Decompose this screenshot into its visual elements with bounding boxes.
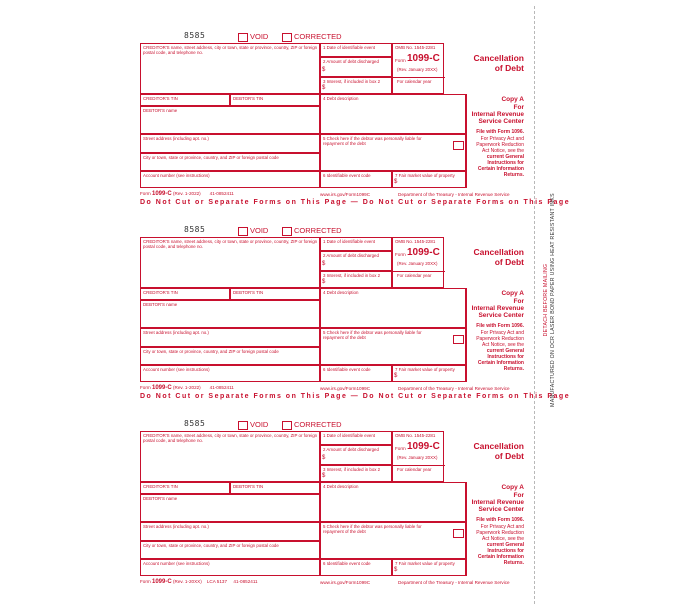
- footer-form-number: 1099-C: [152, 191, 172, 197]
- street-label: Street address (including apt. no.): [143, 330, 209, 335]
- account-number-field[interactable]: [140, 559, 320, 576]
- creditor-label: CREDITOR'S name, street address, city or town, state or province, country, ZIP or foreign postal code, and telephone no.: [143, 239, 318, 249]
- footer-code: 41-0852411: [209, 385, 234, 390]
- privacy-line3: Act Notice, see the: [482, 342, 524, 348]
- form-title-line2: of Debt: [494, 257, 524, 267]
- irs-line2: Service Center: [478, 506, 524, 513]
- copy-a-label: Copy A: [501, 290, 524, 297]
- box7-field[interactable]: [392, 559, 466, 576]
- debtor-tin-field[interactable]: [230, 482, 320, 494]
- form-number: 1099-C: [407, 53, 440, 64]
- privacy-line1: For Privacy Act and: [480, 136, 524, 142]
- creditor-tin-label: CREDITOR'S TIN: [143, 484, 178, 489]
- footer-form-number: 1099-C: [152, 385, 172, 391]
- corrected-checkbox[interactable]: [282, 227, 292, 236]
- street-label: Street address (including apt. no.): [143, 136, 209, 141]
- box7-label: 7 Fair market value of property: [395, 561, 455, 566]
- footer-url: www.irs.gov/Form1099C: [320, 580, 371, 585]
- privacy-line4: current General: [486, 154, 524, 160]
- form-id-box: [392, 237, 444, 288]
- dollar-sign: $: [322, 473, 326, 479]
- privacy-line5: Instructions for: [487, 160, 524, 166]
- box6-label: 6 Identifiable event code: [323, 367, 371, 372]
- box1-label: 1 Date of identifiable event: [323, 433, 375, 438]
- form-title-line1: Cancellation: [473, 53, 524, 63]
- calendar-year-label: For calendar year: [397, 467, 432, 472]
- debtor-tin-label: DEBTOR'S TIN: [233, 96, 264, 101]
- for-label: For: [513, 492, 524, 499]
- box4-field[interactable]: [320, 482, 466, 522]
- creditor-info-field[interactable]: [140, 431, 320, 482]
- calendar-year-label: For calendar year: [397, 273, 432, 278]
- void-checkbox[interactable]: [238, 227, 248, 236]
- account-number-field[interactable]: [140, 365, 320, 382]
- box6-field[interactable]: [320, 171, 392, 188]
- form-word: Form: [395, 58, 406, 63]
- debtor-tin-label: DEBTOR'S TIN: [233, 290, 264, 295]
- debtor-tin-label: DEBTOR'S TIN: [233, 484, 264, 489]
- account-label: Account number (see instructions): [143, 561, 210, 566]
- box7-label: 7 Fair market value of property: [395, 173, 455, 178]
- form-1099c-3: [140, 420, 528, 610]
- form-title-line2: of Debt: [494, 63, 524, 73]
- privacy-line3: Act Notice, see the: [482, 536, 524, 542]
- privacy-line6: Certain Information: [477, 360, 524, 366]
- creditor-info-field[interactable]: [140, 237, 320, 288]
- dollar-sign: $: [322, 279, 326, 285]
- creditor-tin-field[interactable]: [140, 482, 230, 494]
- irs-line2: Service Center: [478, 118, 524, 125]
- privacy-line2: Paperwork Reduction: [476, 142, 524, 148]
- creditor-tin-label: CREDITOR'S TIN: [143, 96, 178, 101]
- for-label: For: [513, 104, 524, 111]
- form-code: 8585: [184, 31, 206, 40]
- privacy-line7: Returns.: [503, 366, 524, 372]
- corrected-label: CORRECTED: [294, 32, 342, 41]
- form-id-box: [392, 43, 444, 94]
- debtor-name-field[interactable]: [140, 106, 320, 134]
- form-footer: [140, 191, 234, 197]
- box6-field[interactable]: [320, 559, 392, 576]
- box1-label: 1 Date of identifiable event: [323, 45, 375, 50]
- creditor-tin-label: CREDITOR'S TIN: [143, 290, 178, 295]
- footer-code: 41-0852411: [233, 579, 258, 584]
- box4-field[interactable]: [320, 288, 466, 328]
- irs-line1: Internal Revenue: [471, 305, 524, 312]
- street-label: Street address (including apt. no.): [143, 524, 209, 529]
- privacy-line4: current General: [486, 542, 524, 548]
- calendar-year-label: For calendar year: [397, 79, 432, 84]
- box2-label: 2 Amount of debt discharged: [323, 59, 379, 64]
- footer-revision: (Rev. 1-2022): [172, 191, 201, 196]
- debtor-name-label: DEBTOR'S name: [143, 496, 178, 501]
- creditor-tin-field[interactable]: [140, 288, 230, 300]
- footer-url: www.irs.gov/Form1099C: [320, 386, 371, 391]
- corrected-label: CORRECTED: [294, 226, 342, 235]
- corrected-label: CORRECTED: [294, 420, 342, 429]
- creditor-label: CREDITOR'S name, street address, city or town, state or province, country, ZIP or foreign postal code, and telephone no.: [143, 45, 318, 55]
- box2-field[interactable]: [320, 57, 392, 77]
- cut-notice-2: Do Not Cut or Separate Forms on This Page — Do Not Cut or Separate Forms on This Page: [140, 393, 571, 400]
- account-label: Account number (see instructions): [143, 367, 210, 372]
- privacy-line2: Paperwork Reduction: [476, 336, 524, 342]
- box7-field[interactable]: [392, 171, 466, 188]
- box3-field[interactable]: [320, 271, 392, 288]
- form-word: Form: [395, 252, 406, 257]
- dollar-sign: $: [322, 67, 326, 73]
- box3-field[interactable]: [320, 465, 392, 482]
- box4-label: 4 Debt description: [323, 290, 359, 295]
- footer-dept: Department of the Treasury - Internal Revenue Service: [398, 386, 510, 391]
- void-checkbox[interactable]: [238, 33, 248, 42]
- box3-field[interactable]: [320, 77, 392, 94]
- privacy-line3: Act Notice, see the: [482, 148, 524, 154]
- form-title-line1: Cancellation: [473, 247, 524, 257]
- box4-label: 4 Debt description: [323, 484, 359, 489]
- omb-number: OMB No. 1545-2281: [395, 239, 436, 244]
- box3-label: 3 Interest, if included in box 2: [323, 273, 381, 278]
- void-label: VOID: [250, 226, 269, 235]
- form-code: 8585: [184, 225, 206, 234]
- form-word: Form: [395, 446, 406, 451]
- footer-code: 41-0852411: [209, 191, 234, 196]
- account-label: Account number (see instructions): [143, 173, 210, 178]
- footer-form-word: Form: [140, 385, 151, 390]
- form-revision: (Rev. January 20XX): [397, 455, 438, 460]
- box3-label: 3 Interest, if included in box 2: [323, 467, 381, 472]
- box1-field[interactable]: [320, 431, 392, 445]
- copy-a-label: Copy A: [501, 484, 524, 491]
- privacy-line5: Instructions for: [487, 354, 524, 360]
- footer-form-word: Form: [140, 579, 151, 584]
- dollar-sign: $: [394, 179, 398, 185]
- privacy-line2: Paperwork Reduction: [476, 530, 524, 536]
- city-label: City or town, state or province, country, and ZIP or foreign postal code: [143, 543, 279, 548]
- perforation-line: [534, 6, 535, 604]
- footer-cat: LCA 5137: [206, 579, 228, 584]
- debtor-name-label: DEBTOR'S name: [143, 108, 178, 113]
- creditor-info-field[interactable]: [140, 43, 320, 94]
- privacy-line7: Returns.: [503, 172, 524, 178]
- footer-url: www.irs.gov/Form1099C: [320, 192, 371, 197]
- city-field[interactable]: [140, 347, 320, 365]
- form-number: 1099-C: [407, 441, 440, 452]
- creditor-label: CREDITOR'S name, street address, city or town, state or province, country, ZIP or foreign postal code, and telephone no.: [143, 433, 318, 443]
- box2-field[interactable]: [320, 445, 392, 465]
- debtor-name-label: DEBTOR'S name: [143, 302, 178, 307]
- account-number-field[interactable]: [140, 171, 320, 188]
- irs-line1: Internal Revenue: [471, 111, 524, 118]
- creditor-tin-field[interactable]: [140, 94, 230, 106]
- box1-label: 1 Date of identifiable event: [323, 239, 375, 244]
- privacy-line6: Certain Information: [477, 554, 524, 560]
- privacy-line6: Certain Information: [477, 166, 524, 172]
- for-label: For: [513, 298, 524, 305]
- box6-label: 6 Identifiable event code: [323, 173, 371, 178]
- privacy-line4: current General: [486, 348, 524, 354]
- footer-form-word: Form: [140, 191, 151, 196]
- corrected-checkbox[interactable]: [282, 421, 292, 430]
- city-label: City or town, state or province, country, and ZIP or foreign postal code: [143, 155, 279, 160]
- file-with-label: File with Form 1096.: [476, 323, 524, 329]
- omb-number: OMB No. 1545-2281: [395, 45, 436, 50]
- box5-label: 5 Check here if the debtor was personally liable for repayment of the debt: [323, 330, 422, 340]
- copy-a-label: Copy A: [501, 96, 524, 103]
- omb-number: OMB No. 1545-2281: [395, 433, 436, 438]
- form-footer: [140, 579, 258, 585]
- dollar-sign: $: [322, 261, 326, 267]
- footer-dept: Department of the Treasury - Internal Revenue Service: [398, 192, 510, 197]
- dollar-sign: $: [322, 85, 326, 91]
- form-body: [140, 237, 528, 393]
- box5-field: [320, 328, 466, 365]
- form-footer: [140, 385, 234, 391]
- form-revision: (Rev. January 20XX): [397, 261, 438, 266]
- box3-label: 3 Interest, if included in box 2: [323, 79, 381, 84]
- void-label: VOID: [250, 32, 269, 41]
- form-title-line2: of Debt: [494, 451, 524, 461]
- box4-field[interactable]: [320, 94, 466, 134]
- dollar-sign: $: [322, 455, 326, 461]
- void-checkbox[interactable]: [238, 421, 248, 430]
- box6-field[interactable]: [320, 365, 392, 382]
- box5-label: 5 Check here if the debtor was personally liable for repayment of the debt: [323, 524, 422, 534]
- box2-label: 2 Amount of debt discharged: [323, 253, 379, 258]
- box2-field[interactable]: [320, 251, 392, 271]
- box6-label: 6 Identifiable event code: [323, 561, 371, 566]
- form-code: 8585: [184, 419, 206, 428]
- privacy-line7: Returns.: [503, 560, 524, 566]
- debtor-tin-field[interactable]: [230, 288, 320, 300]
- footer-revision: (Rev. 1-2022): [172, 385, 201, 390]
- debtor-name-field[interactable]: [140, 300, 320, 328]
- street-address-field[interactable]: [140, 134, 320, 153]
- box1-field[interactable]: [320, 237, 392, 251]
- file-with-label: File with Form 1096.: [476, 517, 524, 523]
- box7-label: 7 Fair market value of property: [395, 367, 455, 372]
- street-address-field[interactable]: [140, 328, 320, 347]
- form-title-line1: Cancellation: [473, 441, 524, 451]
- manufacturing-notice: MANUFACTURED ON OCR LASER BOND PAPER USING HEAT RESISTANT INKS: [550, 193, 556, 407]
- footer-dept: Department of the Treasury - Internal Revenue Service: [398, 580, 510, 585]
- debtor-tin-field[interactable]: [230, 94, 320, 106]
- void-label: VOID: [250, 420, 269, 429]
- box4-label: 4 Debt description: [323, 96, 359, 101]
- form-body: [140, 43, 528, 199]
- city-field[interactable]: [140, 153, 320, 171]
- privacy-line1: For Privacy Act and: [480, 330, 524, 336]
- box7-field[interactable]: [392, 365, 466, 382]
- box5-field: [320, 522, 466, 559]
- dollar-sign: $: [394, 373, 398, 379]
- city-field[interactable]: [140, 541, 320, 559]
- street-address-field[interactable]: [140, 522, 320, 541]
- privacy-line5: Instructions for: [487, 548, 524, 554]
- footer-revision: (Rev. 1-20XX): [172, 579, 202, 584]
- dollar-sign: $: [394, 567, 398, 573]
- box5-field: [320, 134, 466, 171]
- cut-notice-1: Do Not Cut or Separate Forms on This Page — Do Not Cut or Separate Forms on This Page: [140, 199, 571, 206]
- irs-line2: Service Center: [478, 312, 524, 319]
- form-number: 1099-C: [407, 247, 440, 258]
- form-1099c-1: [140, 31, 571, 222]
- box1-field[interactable]: [320, 43, 392, 57]
- corrected-checkbox[interactable]: [282, 33, 292, 42]
- file-with-label: File with Form 1096.: [476, 129, 524, 135]
- box2-label: 2 Amount of debt discharged: [323, 447, 379, 452]
- form-revision: (Rev. January 20XX): [397, 67, 438, 72]
- form-id-box: [392, 431, 444, 482]
- debtor-name-field[interactable]: [140, 494, 320, 522]
- box5-label: 5 Check here if the debtor was personally liable for repayment of the debt: [323, 136, 422, 146]
- footer-form-number: 1099-C: [152, 579, 172, 585]
- form-body: [140, 431, 528, 587]
- city-label: City or town, state or province, country, and ZIP or foreign postal code: [143, 349, 279, 354]
- detach-notice: DETACH BEFORE MAILING: [543, 263, 549, 337]
- irs-line1: Internal Revenue: [471, 499, 524, 506]
- privacy-line1: For Privacy Act and: [480, 524, 524, 530]
